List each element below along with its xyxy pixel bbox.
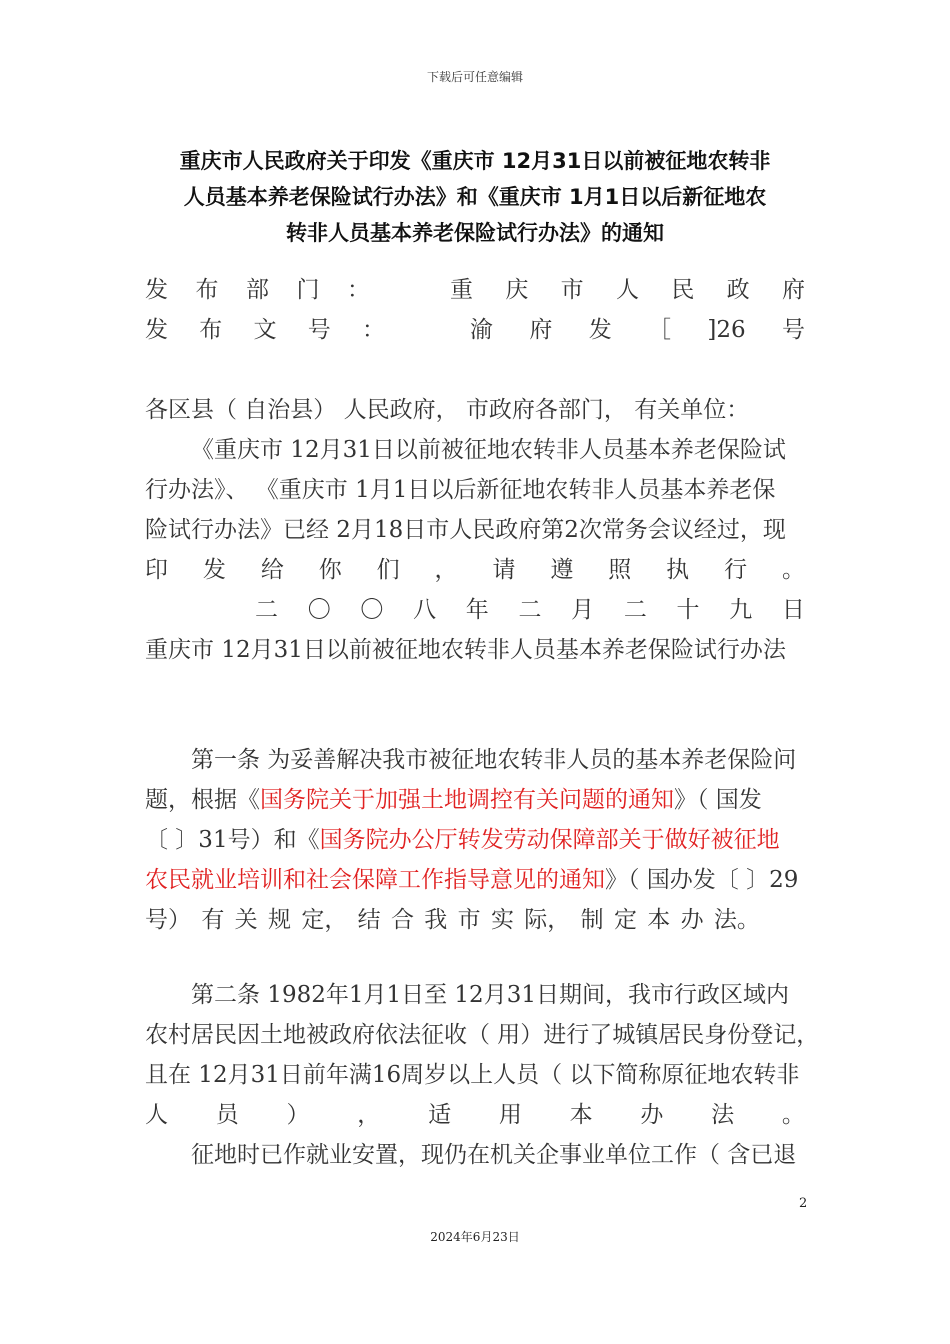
paragraph-line: 农村居民因土地被政府依法征收（ 用）进行了城镇居民身份登记， bbox=[145, 1022, 820, 1048]
footer-date: 2024年6月23日 bbox=[430, 1230, 520, 1244]
docno-value: 渝 府 发 ［ ]26 号 bbox=[470, 317, 805, 343]
document-meta bbox=[145, 270, 805, 350]
paragraph-line: 题，根据《国务院关于加强土地调控有关问题的通知》（ 国发 bbox=[145, 787, 762, 813]
paragraph-line: 行办法》、 《重庆市 1月1日以后新征地农转非人员基本养老保 bbox=[145, 477, 776, 503]
article-2 bbox=[145, 975, 820, 1175]
paragraph-line: 第一条 为妥善解决我市被征地农转非人员的基本养老保险问 bbox=[191, 747, 797, 773]
department-row bbox=[145, 270, 805, 310]
paragraph-line: 号） 有 关 规 定， 结 合 我 市 实 际， 制 定 本 办 法。 bbox=[145, 907, 760, 933]
document-title bbox=[130, 143, 820, 251]
paragraph-line: 征地时已作就业安置，现仍在机关企事业单位工作（ 含已退 bbox=[191, 1142, 797, 1168]
paragraph-line: 农民就业培训和社会保障工作指导意见的通知》（ 国办发〔 〕29 bbox=[145, 867, 799, 893]
title-line: 人员基本养老保险试行办法》和《重庆市 1月1日以后新征地农 bbox=[183, 185, 767, 209]
policy-link[interactable]: 国务院办公厅转发劳动保障部关于做好被征地 bbox=[319, 827, 780, 853]
paragraph-line: 且在 12月31日前年满16周岁以上人员（ 以下简称原征地农转非 bbox=[145, 1062, 800, 1088]
paragraph-line: 〔 〕31号）和《国务院办公厅转发劳动保障部关于做好被征地 bbox=[145, 827, 780, 853]
salutation: 各区县（ 自治县） 人民政府， 市政府各部门， 有关单位： bbox=[145, 397, 750, 423]
paragraph-line: 第二条 1982年1月1日至 12月31日期间，我市行政区域内 bbox=[191, 982, 789, 1008]
department-value: 重 庆 市 人 民 政 府 bbox=[450, 277, 805, 303]
paragraph-line: 《重庆市 12月31日以前被征地农转非人员基本养老保险试 bbox=[191, 437, 786, 463]
docno-label: 发 布 文 号 ： bbox=[145, 317, 385, 343]
department-label: 发 布 部 门 ： bbox=[145, 277, 370, 303]
docno-row bbox=[145, 310, 805, 350]
notice-body bbox=[145, 390, 805, 670]
paragraph-line: 险试行办法》已经 2月18日市人民政府第2次常务会议经过，现 bbox=[145, 517, 786, 543]
article-1 bbox=[145, 740, 805, 940]
title-line: 转非人员基本养老保险试行办法》的通知 bbox=[286, 221, 664, 245]
policy-link[interactable]: 国务院关于加强土地调控有关问题的通知 bbox=[260, 787, 674, 813]
page-number: 2 bbox=[799, 1196, 808, 1211]
date-line: 二 〇 〇 八 年 二 月 二 十 九 日 bbox=[255, 597, 805, 623]
header-note: 下载后可任意编辑 bbox=[426, 70, 523, 84]
measures-title: 重庆市 12月31日以前被征地农转非人员基本养老保险试行办法 bbox=[145, 637, 786, 663]
paragraph-line: 人 员 ） ， 适 用 本 办 法 。 bbox=[145, 1102, 805, 1128]
policy-link[interactable]: 农民就业培训和社会保障工作指导意见的通知 bbox=[145, 867, 605, 893]
title-line: 重庆市人民政府关于印发《重庆市 12月31日以前被征地农转非 bbox=[179, 149, 771, 173]
paragraph-line: 印 发 给 你 们 ， 请 遵 照 执 行 。 bbox=[145, 557, 805, 583]
